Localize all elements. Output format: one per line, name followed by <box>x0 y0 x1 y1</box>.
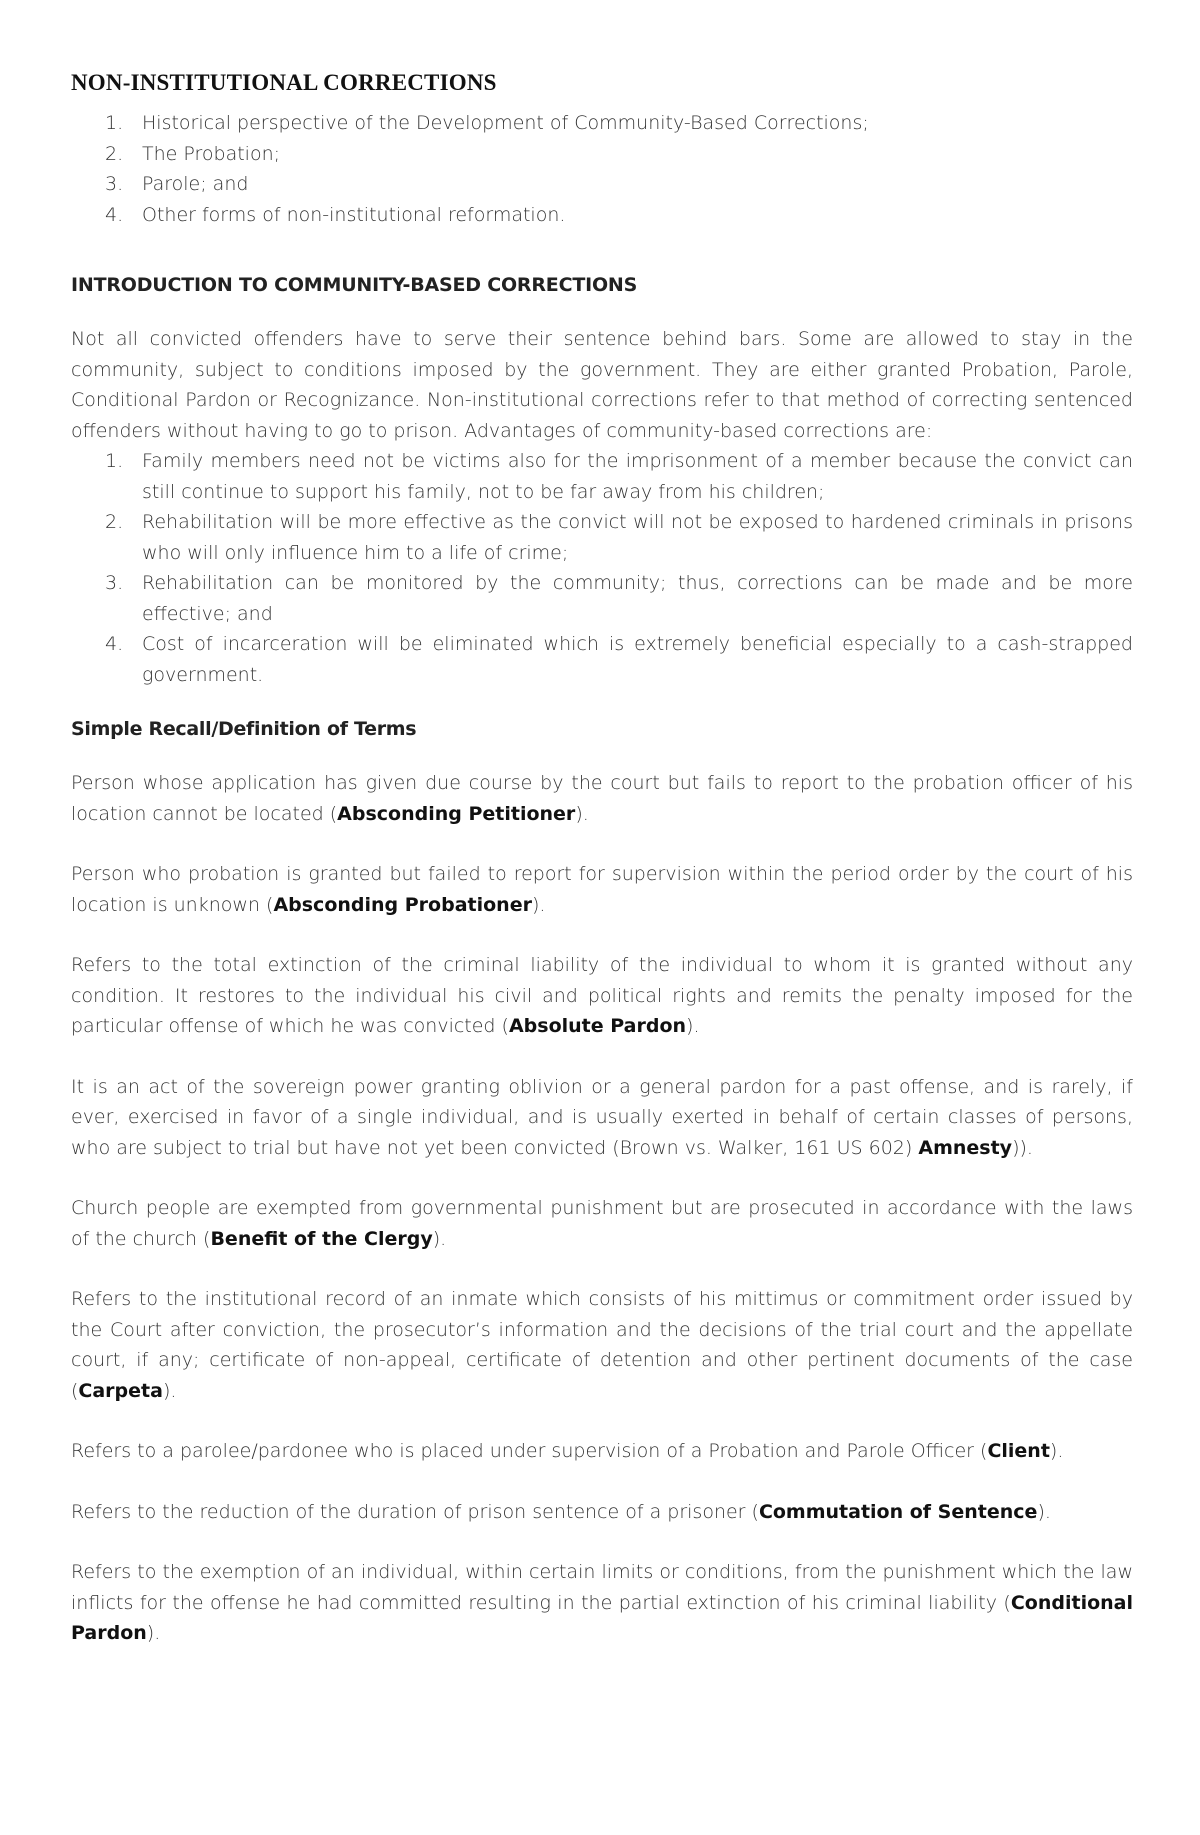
defined-term: Amnesty <box>918 1136 1013 1159</box>
list-item-text: Rehabilitation can be monitored by the community; thus, corrections can be made and be more effective; and <box>142 572 1133 625</box>
list-item <box>71 108 1133 139</box>
definition-text: It is an act of the sovereign power granting oblivion or a general pardon for a past offense, and is rarely, if ever, exercised in favor of a single individual, and is usually exerted in behalf of certain classes of persons, who are subject to trial but have not yet been convicted (Brown vs. Walker, 161 US 602) <box>71 1075 1133 1159</box>
definition-close: ). <box>162 1379 177 1402</box>
definition-text: Refers to the exemption of an individual, within certain limits or conditions, from the punishment which the law inflicts for the offense he had committed resulting in the partial extinction of his criminal liability ( <box>71 1561 1133 1614</box>
advantages-list <box>71 446 1133 690</box>
definition-paragraph <box>71 859 1133 920</box>
defined-term: Carpeta <box>78 1379 163 1402</box>
list-number: 4. <box>105 203 124 226</box>
list-item-text: Rehabilitation will be more effective as the convict will not be exposed to hardened criminals in prisons who will only influence him to a life of crime; <box>142 511 1133 564</box>
list-item <box>71 446 1133 507</box>
list-item-text: Other forms of non-institutional reformation. <box>142 203 566 226</box>
document-page <box>71 70 1133 1679</box>
definition-close: ). <box>686 1015 700 1037</box>
definition-paragraph <box>71 1072 1133 1164</box>
page-title: NON-INSTITUTIONAL CORRECTIONS <box>71 70 497 95</box>
list-number: 1. <box>105 112 124 134</box>
list-item <box>71 568 1133 629</box>
definition-paragraph <box>71 950 1133 1042</box>
definition-close: ). <box>1037 1500 1051 1523</box>
list-item <box>71 200 1133 231</box>
definition-close: ). <box>1049 1440 1064 1462</box>
definition-close: ). <box>531 893 546 916</box>
defined-term: Conditional Pardon <box>71 1591 1133 1644</box>
list-item <box>71 507 1133 568</box>
list-item <box>71 629 1133 690</box>
defined-term: Client <box>987 1440 1050 1462</box>
list-number: 3. <box>105 173 124 195</box>
defined-term: Absconding Petitioner <box>337 802 576 825</box>
list-number: 2. <box>105 142 124 165</box>
topic-list <box>71 108 1133 230</box>
defined-term: Commutation of Sentence <box>758 1500 1038 1523</box>
list-item-text: Historical perspective of the Development of Community-Based Corrections; <box>142 112 869 134</box>
definition-text: Person who probation is granted but failed to report for supervision within the period order by the court of his location is unknown ( <box>71 863 1133 916</box>
definition-close: ). <box>432 1227 447 1250</box>
defined-term: Benefit of the Clergy <box>210 1227 433 1250</box>
list-number: 3. <box>105 572 124 594</box>
definition-text: Church people are exempted from governmental punishment but are prosecuted in accordance with the laws of the church ( <box>71 1197 1133 1250</box>
definition-text: Refers to the total extinction of the criminal liability of the individual to whom it is granted without any condition. It restores to the individual his civil and political rights and remits the penalty imposed for the particular offense of which he was convicted ( <box>71 954 1133 1037</box>
intro-paragraph: Not all convicted offenders have to serve their sentence behind bars. Some are allowed to stay in the community, subject to conditions imposed by the government. They are either granted Probation, Parole, Conditional Pardon or Recognizance. Non-institutional corrections refer to that method of correcting sentenced offenders without having to go to prison. Advantages of community-based corrections are: <box>71 328 1133 442</box>
intro-heading: INTRODUCTION TO COMMUNITY-BASED CORRECTIONS <box>71 274 638 296</box>
definition-close: ). <box>575 802 589 825</box>
definition-paragraph <box>71 1436 1133 1467</box>
list-item-text: Family members need not be victims also for the imprisonment of a member because the convict can still continue to support his family, not to be far away from his children; <box>142 450 1133 503</box>
list-number: 4. <box>105 633 124 655</box>
definition-paragraph <box>71 768 1133 829</box>
list-item-text: Cost of incarceration will be eliminated which is extremely beneficial especially to a cash-strapped government. <box>142 633 1133 686</box>
definition-paragraph <box>71 1193 1133 1254</box>
terms-heading: Simple Recall/Definition of Terms <box>71 718 417 740</box>
defined-term: Absolute Pardon <box>508 1015 687 1037</box>
definition-text: Refers to a parolee/pardonee who is placed under supervision of a Probation and Parole Officer ( <box>71 1440 988 1462</box>
list-item <box>71 169 1133 200</box>
list-item <box>71 139 1133 170</box>
definition-text: Refers to the reduction of the duration of prison sentence of a prisoner ( <box>71 1500 759 1523</box>
definition-paragraph <box>71 1284 1133 1406</box>
list-number: 2. <box>105 511 124 533</box>
definition-text: Refers to the institutional record of an inmate which consists of his mittimus or commitment order issued by the Court after conviction, the prosecutor’s information and the decisions of the trial court and the appellate court, if any; certificate of non-appeal, certificate of detention and other pertinent documents of the case ( <box>71 1288 1133 1402</box>
definition-text: Person whose application has given due course by the court but fails to report to the probation officer of his location cannot be located ( <box>71 772 1133 825</box>
defined-term: Absconding Probationer <box>273 893 532 916</box>
definition-paragraph <box>71 1497 1133 1528</box>
definition-paragraph <box>71 1557 1133 1649</box>
definition-close: ). <box>146 1622 161 1644</box>
list-item-text: Parole; and <box>142 173 249 195</box>
list-number: 1. <box>105 450 124 472</box>
list-item-text: The Probation; <box>142 142 281 165</box>
definition-close: )). <box>1012 1136 1033 1159</box>
